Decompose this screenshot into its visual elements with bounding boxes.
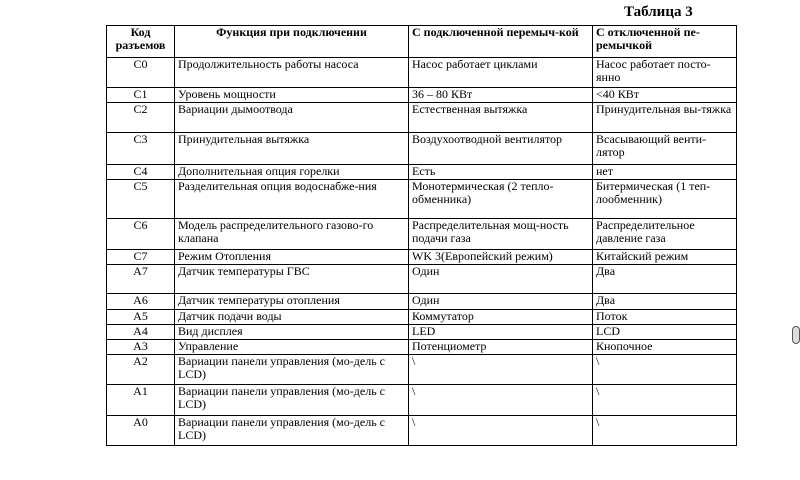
jumper-table <box>106 25 737 446</box>
row-code: A3 <box>107 340 175 355</box>
row-function: Управление <box>175 340 409 355</box>
row-without-jumper: Распределительное давление газа <box>593 219 737 250</box>
row-with-jumper: Коммутатор <box>409 310 593 325</box>
row-with-jumper: \ <box>409 385 593 416</box>
row-function: Режим Отопления <box>175 250 409 265</box>
row-without-jumper: Поток <box>593 310 737 325</box>
header-row <box>107 26 737 58</box>
row-function: Вариации дымоотвода <box>175 103 409 133</box>
header-without-jumper: С отключенной пе-ремычкой <box>593 26 737 58</box>
table-row <box>107 416 737 446</box>
table-row <box>107 165 737 180</box>
row-without-jumper: Китайский режим <box>593 250 737 265</box>
row-with-jumper: WK 3(Европейский режим) <box>409 250 593 265</box>
row-with-jumper: \ <box>409 355 593 385</box>
scroll-handle[interactable] <box>792 326 800 344</box>
row-with-jumper: Распределительная мощ-ность подачи газа <box>409 219 593 250</box>
row-code: C2 <box>107 103 175 133</box>
row-function: Дополнительная опция горелки <box>175 165 409 180</box>
row-code: A1 <box>107 385 175 416</box>
row-without-jumper: \ <box>593 355 737 385</box>
row-code: C3 <box>107 133 175 165</box>
row-without-jumper: Битермическая (1 теп-лообменник) <box>593 180 737 219</box>
row-function: Вариации панели управления (мо-дель с LCD) <box>175 355 409 385</box>
row-with-jumper: Насос работает циклами <box>409 58 593 88</box>
table-row <box>107 58 737 88</box>
row-with-jumper: \ <box>409 416 593 446</box>
row-with-jumper: Монотермическая (2 тепло-обменника) <box>409 180 593 219</box>
row-without-jumper: Принудительная вы-тяжка <box>593 103 737 133</box>
row-code: C1 <box>107 88 175 103</box>
row-code: A7 <box>107 265 175 294</box>
table-row <box>107 88 737 103</box>
row-without-jumper: <40 КВт <box>593 88 737 103</box>
row-without-jumper: Всасывающий венти-лятор <box>593 133 737 165</box>
row-code: A5 <box>107 310 175 325</box>
row-function: Вариации панели управления (мо-дель с LCD) <box>175 416 409 446</box>
row-function: Принудительная вытяжка <box>175 133 409 165</box>
row-function: Датчик температуры отопления <box>175 294 409 310</box>
table-row <box>107 310 737 325</box>
table-row <box>107 340 737 355</box>
row-function: Продолжительность работы насоса <box>175 58 409 88</box>
table-row <box>107 133 737 165</box>
row-function: Датчик температуры ГВС <box>175 265 409 294</box>
row-without-jumper: \ <box>593 385 737 416</box>
header-code: Код разъемов <box>107 26 175 58</box>
row-with-jumper: Есть <box>409 165 593 180</box>
row-without-jumper: LCD <box>593 325 737 340</box>
row-code: C7 <box>107 250 175 265</box>
row-with-jumper: Один <box>409 294 593 310</box>
table-row <box>107 294 737 310</box>
row-code: C6 <box>107 219 175 250</box>
row-code: A6 <box>107 294 175 310</box>
table-row <box>107 219 737 250</box>
table-row <box>107 103 737 133</box>
header-function: Функция при подключении <box>175 26 409 58</box>
row-without-jumper: \ <box>593 416 737 446</box>
row-function: Модель распределительного газово-го клапана <box>175 219 409 250</box>
row-function: Уровень мощности <box>175 88 409 103</box>
row-code: C5 <box>107 180 175 219</box>
row-without-jumper: нет <box>593 165 737 180</box>
row-code: A2 <box>107 355 175 385</box>
table-row <box>107 325 737 340</box>
table-caption: Таблица 3 <box>624 4 693 20</box>
row-code: C4 <box>107 165 175 180</box>
row-without-jumper: Два <box>593 265 737 294</box>
row-code: A4 <box>107 325 175 340</box>
row-with-jumper: Естественная вытяжка <box>409 103 593 133</box>
header-with-jumper: С подключенной перемыч-кой <box>409 26 593 58</box>
row-code: A0 <box>107 416 175 446</box>
row-with-jumper: LED <box>409 325 593 340</box>
row-with-jumper: Воздухоотводной вентилятор <box>409 133 593 165</box>
table-row <box>107 265 737 294</box>
row-function: Датчик подачи воды <box>175 310 409 325</box>
row-function: Разделительная опция водоснабже-ния <box>175 180 409 219</box>
row-function: Вид дисплея <box>175 325 409 340</box>
table-row <box>107 250 737 265</box>
row-with-jumper: Один <box>409 265 593 294</box>
row-function: Вариации панели управления (мо-дель с LCD) <box>175 385 409 416</box>
row-with-jumper: Потенциометр <box>409 340 593 355</box>
row-without-jumper: Насос работает посто-янно <box>593 58 737 88</box>
row-without-jumper: Кнопочное <box>593 340 737 355</box>
row-code: C0 <box>107 58 175 88</box>
row-without-jumper: Два <box>593 294 737 310</box>
table-row <box>107 355 737 385</box>
row-with-jumper: 36 – 80 КВт <box>409 88 593 103</box>
table-row <box>107 180 737 219</box>
table-row <box>107 385 737 416</box>
